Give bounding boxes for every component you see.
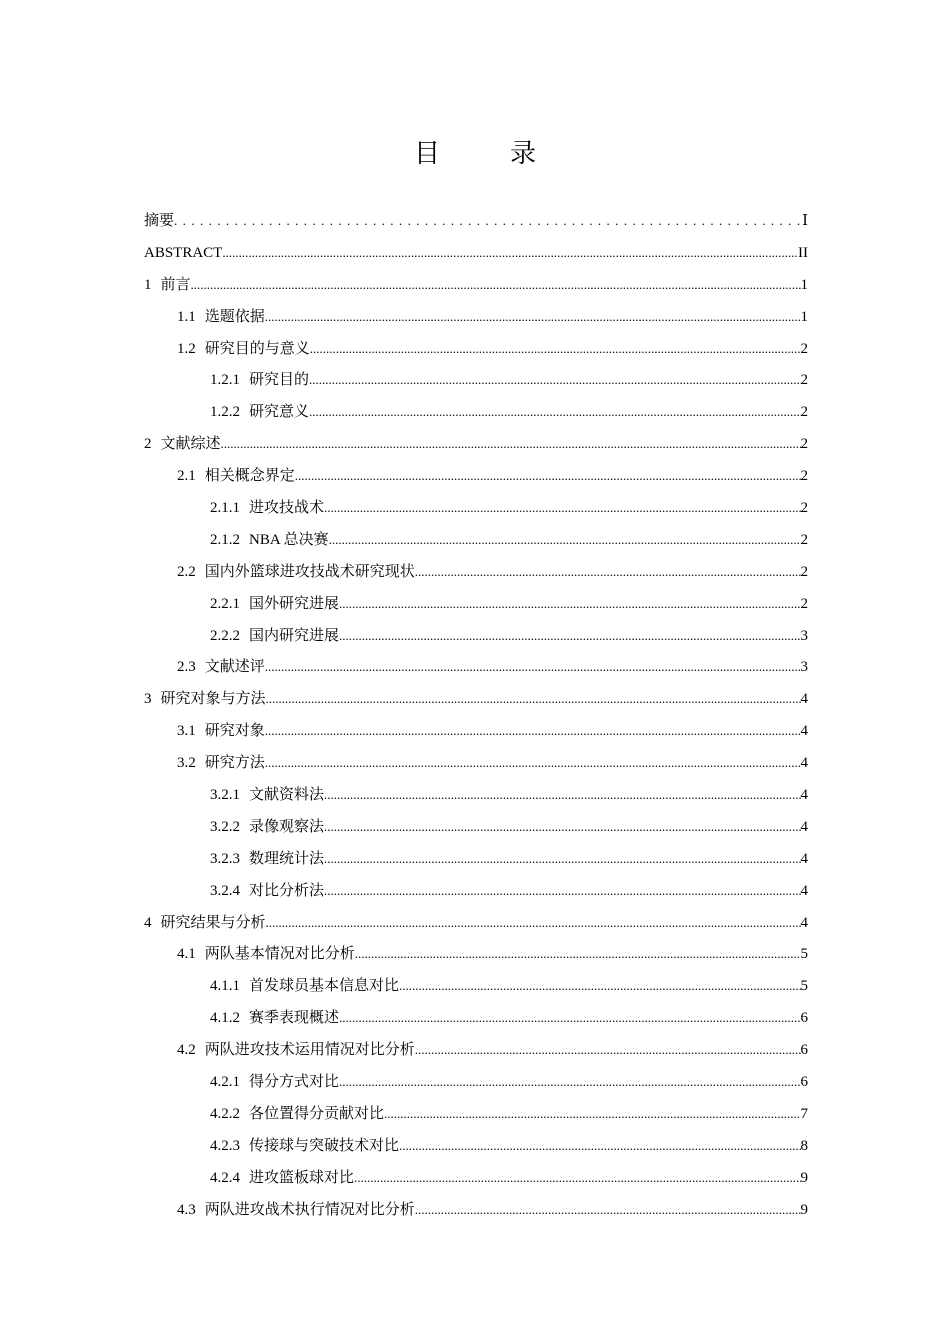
toc-entry-page-number: 2 [800,404,808,421]
dot-leader [355,938,801,970]
dot-leader [415,1194,801,1226]
toc-entry[interactable] [144,843,808,875]
dot-leader [415,556,801,588]
dot-leader [324,843,800,875]
toc-entry[interactable] [144,1130,808,1162]
toc-entry[interactable] [144,620,808,652]
toc-entry-title: 赛季表现概述 [249,1010,340,1027]
toc-entry[interactable] [144,428,808,460]
dot-leader [415,1034,801,1066]
toc-entry[interactable] [144,779,808,811]
dot-leader [324,779,800,811]
toc-entry[interactable] [144,301,808,333]
toc-entry-number: 2.2 [177,563,196,580]
toc-entry-title: 进攻技战术 [249,500,325,517]
toc-entry-number: 1.2 [177,340,196,357]
dot-leader [324,811,800,843]
dot-leader [265,715,801,747]
toc-entry-page-number: 9 [800,1169,808,1186]
toc-entry-page-number: 7 [800,1105,808,1122]
toc-entry-number: 3.2 [177,755,196,772]
toc-entry-page-number: II [798,244,808,261]
toc-entry-title: 两队进攻战术执行情况对比分析 [204,1201,415,1218]
dot-leader [222,237,798,269]
toc-entry-title: 文献综述 [160,436,221,453]
toc-entry-page-number: 4 [800,755,808,772]
toc-entry-page-number: 2 [800,468,808,485]
toc-entry-page-number: 1 [800,276,808,293]
toc-entry[interactable] [144,811,808,843]
toc-title: 目 录 [413,139,558,168]
toc-entry-page-number: 4 [800,882,808,899]
toc-entry-page-number: 5 [800,978,808,995]
toc-entry-title: 进攻篮板球对比 [249,1169,355,1186]
dot-leader [399,1130,800,1162]
toc-entry-page-number: 9 [800,1201,808,1218]
toc-entry-title: 各位置得分贡献对比 [249,1105,385,1122]
toc-entry-number: 2.2.2 [210,627,240,644]
dot-leader [339,620,800,652]
toc-entry[interactable] [144,1034,808,1066]
toc-entry-number: 3.1 [177,723,196,740]
toc-entry-number: 4.1 [177,946,196,963]
toc-entry-page-number: 2 [800,436,808,453]
toc-entry[interactable] [144,747,808,779]
toc-entry-number: 4.2.3 [210,1137,240,1154]
toc-entry[interactable] [144,364,808,396]
toc-entry-page-number: 5 [800,946,808,963]
toc-entry-title: 研究结果与分析 [160,914,266,931]
toc-entry-title: 摘要 [144,213,175,229]
toc-entry-title: 首发球员基本信息对比 [249,978,400,995]
dot-leader [191,269,801,301]
toc-entry-number: 3.2.4 [210,882,240,899]
toc-entry[interactable] [144,396,808,428]
toc-entry-number: 4 [144,914,152,931]
toc-entry-page-number: 2 [800,563,808,580]
toc-entry-title: 数理统计法 [249,850,325,867]
toc-entry-number: 3.2.2 [210,818,240,835]
toc-entry-title: 得分方式对比 [249,1074,340,1091]
toc-entry[interactable] [144,1162,808,1194]
toc-entry-title: 两队进攻技术运用情况对比分析 [204,1042,415,1059]
toc-entry-title: 选题依据 [204,308,265,325]
toc-entry-number: 4.1.2 [210,1010,240,1027]
toc-entry-page-number: 2 [800,500,808,517]
toc-entry[interactable] [144,907,808,939]
dot-leader [309,396,800,428]
toc-entry-number: 1 [144,276,152,293]
toc-entry-page-number: 3 [800,659,808,676]
toc-entry-title: 前言 [160,276,191,293]
toc-entry-page-number: 3 [800,627,808,644]
toc-entry-number: 4.1.1 [210,978,240,995]
toc-entry[interactable] [144,1194,808,1226]
dot-leader [324,875,800,907]
toc-entry-title: 研究意义 [249,404,310,421]
toc-entry-number: 2.2.1 [210,595,240,612]
toc-entry-title: 研究对象与方法 [160,691,266,708]
dot-leader [295,460,801,492]
toc-entry-page-number: 6 [800,1074,808,1091]
toc-entry-number: 2.3 [177,659,196,676]
toc-entry[interactable] [144,1066,808,1098]
toc-entry-number: 2.1 [177,468,196,485]
toc-entry-title: NBA 总决赛 [249,531,329,548]
toc-entry[interactable] [144,556,808,588]
toc-entry[interactable] [144,970,808,1002]
dot-leader [339,1002,800,1034]
toc-entry-page-number: 2 [800,531,808,548]
toc-entry-page-number: 1 [800,308,808,325]
toc-entry[interactable] [144,460,808,492]
dot-leader [221,428,801,460]
dot-leader [324,492,800,524]
dot-leader [309,364,800,396]
toc-entry-number: 3.2.1 [210,787,240,804]
toc-entry-number: 3 [144,691,152,708]
toc-entry[interactable] [144,524,808,556]
toc-entry-title: 文献资料法 [249,787,325,804]
toc-entry-number: 2.1.2 [210,531,240,548]
toc-entry-number: 3.2.3 [210,850,240,867]
toc-entry-title: 文献述评 [204,659,265,676]
toc-entry-title: 国内外篮球进攻技战术研究现状 [204,563,415,580]
toc-entry-number: 4.2.2 [210,1105,240,1122]
dot-leader [265,651,801,683]
toc-entry-page-number: 4 [800,787,808,804]
toc-entry[interactable] [144,237,808,269]
toc-entry-page-number: 4 [800,818,808,835]
toc-entry[interactable] [144,875,808,907]
toc-entry-title: 研究目的 [249,372,310,389]
dot-leader [354,1162,800,1194]
toc-entry[interactable] [144,269,808,301]
dot-leader [384,1098,800,1130]
toc-entry-title: 国外研究进展 [249,595,340,612]
dot-leader [174,205,802,237]
toc-entry[interactable] [144,1002,808,1034]
toc-entry-page-number: 4 [800,914,808,931]
toc-entry-title: 传接球与突破技术对比 [249,1137,400,1154]
toc-entry-page-number: 2 [800,595,808,612]
toc-entry-title: 研究方法 [204,755,265,772]
toc-entry-number: 2.1.1 [210,500,240,517]
toc-entry-number: 1.1 [177,308,196,325]
toc-entry-number: 1.2.2 [210,404,240,421]
dot-leader [339,1066,800,1098]
toc-entry-page-number: Ⅰ [802,213,808,229]
toc-entry[interactable] [144,715,808,747]
toc-entry-number: 2 [144,436,152,453]
dot-leader [310,333,801,365]
toc-entry[interactable] [144,938,808,970]
toc-entry[interactable] [144,1098,808,1130]
toc-entry-page-number: 4 [800,691,808,708]
dot-leader [339,588,800,620]
toc-entry-page-number: 2 [800,372,808,389]
toc-entry-title: 对比分析法 [249,882,325,899]
toc-entry-number: 4.2 [177,1042,196,1059]
dot-leader [329,524,801,556]
dot-leader [265,301,801,333]
toc-entry-title: 两队基本情况对比分析 [204,946,355,963]
toc-entry[interactable] [144,205,808,237]
toc-entry-page-number: 4 [800,850,808,867]
dot-leader [399,970,800,1002]
toc-entry-title: 相关概念界定 [204,468,295,485]
toc-entry-page-number: 2 [800,340,808,357]
toc-entry-title: 国内研究进展 [249,627,340,644]
toc-entry-page-number: 8 [800,1137,808,1154]
toc-entry-title: 研究对象 [204,723,265,740]
toc-entry-number: 1.2.1 [210,372,240,389]
toc-entry-page-number: 4 [800,723,808,740]
toc-entry[interactable] [144,588,808,620]
toc-entry-page-number: 6 [800,1042,808,1059]
toc-entry-number: 4.2.4 [210,1169,240,1186]
toc-entry-page-number: 6 [800,1010,808,1027]
toc-entry-number: 4.2.1 [210,1074,240,1091]
toc-entry[interactable] [144,333,808,365]
toc-entry[interactable] [144,651,808,683]
toc-entry[interactable] [144,492,808,524]
toc-entry-title: ABSTRACT [144,244,223,261]
toc-entry-title: 研究目的与意义 [204,340,310,357]
dot-leader [266,683,801,715]
table-of-contents [144,205,808,1226]
toc-entry-number: 4.3 [177,1201,196,1218]
toc-entry[interactable] [144,683,808,715]
toc-entry-title: 录像观察法 [249,818,325,835]
dot-leader [265,747,801,779]
dot-leader [266,907,801,939]
